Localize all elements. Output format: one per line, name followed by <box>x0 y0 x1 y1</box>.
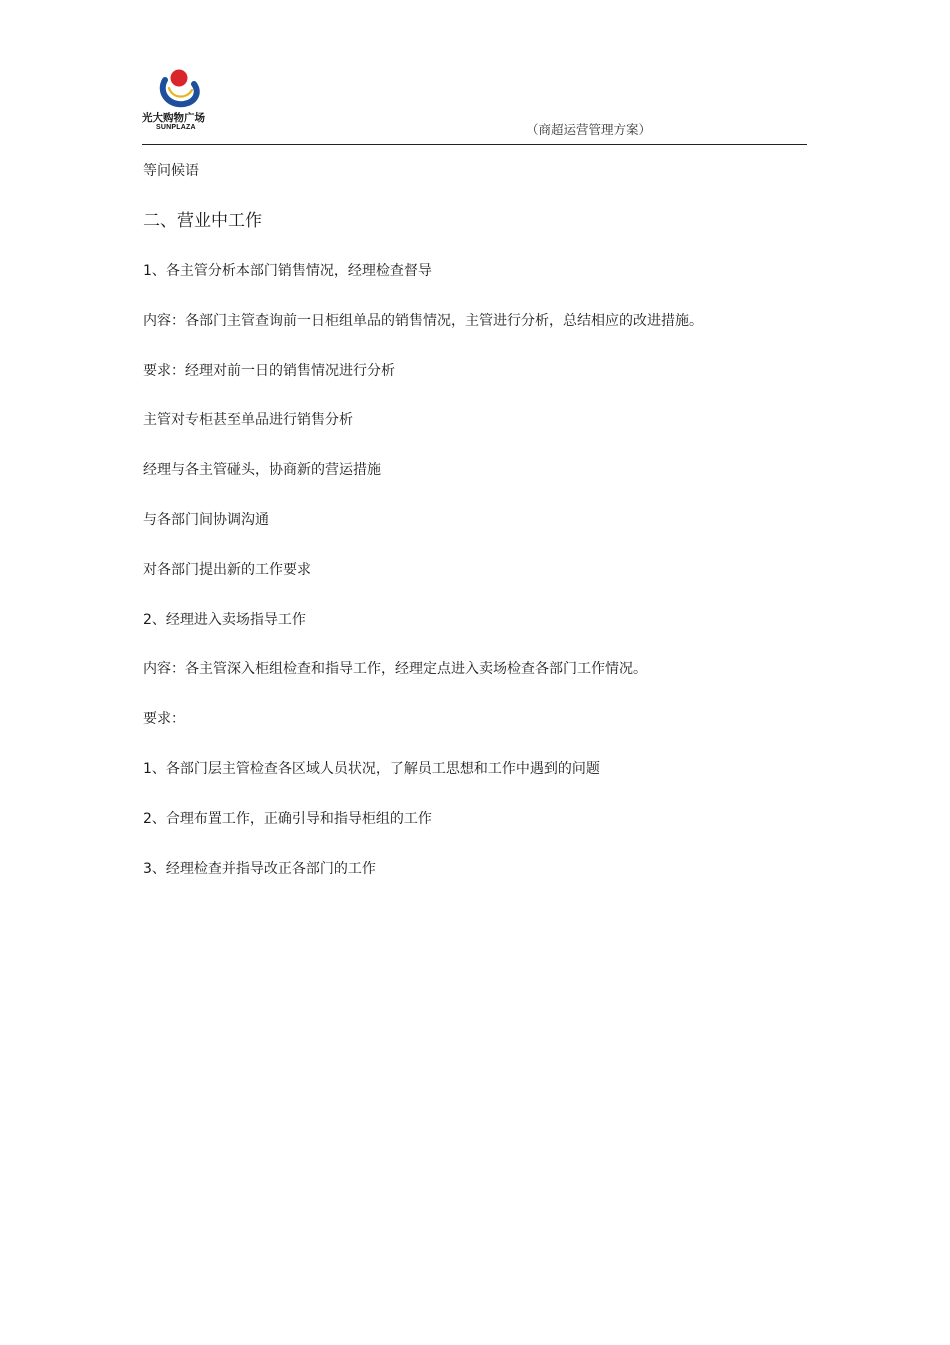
section-title: 二、营业中工作 <box>143 211 262 231</box>
logo-emblem-icon <box>142 68 212 112</box>
item1-requirement-3: 经理与各主管碰头，协商新的营运措施 <box>143 462 381 478</box>
logo-text-cn: 光大购物广场 <box>142 112 205 124</box>
item2-content: 内容：各主管深入柜组检查和指导工作，经理定点进入卖场检查各部门工作情况。 <box>143 661 647 677</box>
item2-requirement-2: 2、合理布置工作，正确引导和指导柜组的工作 <box>143 811 432 827</box>
item1-requirement-2: 主管对专柜甚至单品进行销售分析 <box>143 412 353 428</box>
item2-requirement-1: 1、各部门层主管检查各区域人员状况，了解员工思想和工作中遇到的问题 <box>143 761 600 777</box>
item1-requirement-4: 与各部门间协调沟通 <box>143 512 269 528</box>
item1-title: 1、各主管分析本部门销售情况，经理检查督导 <box>143 263 432 279</box>
intro-text: 等问候语 <box>143 163 199 179</box>
item2-requirement-3: 3、经理检查并指导改正各部门的工作 <box>143 861 376 877</box>
item1-content: 内容：各部门主管查询前一日柜组单品的销售情况，主管进行分析，总结相应的改进措施。 <box>143 313 703 329</box>
item2-requirement-label: 要求： <box>143 711 185 727</box>
document-title: （商超运营管理方案） <box>525 122 651 137</box>
item1-requirement-5: 对各部门提出新的工作要求 <box>143 562 311 578</box>
sunplaza-logo <box>142 68 212 136</box>
item1-requirement: 要求：经理对前一日的销售情况进行分析 <box>143 363 395 379</box>
page-header <box>142 68 807 145</box>
item2-title: 2、经理进入卖场指导工作 <box>143 612 306 628</box>
logo-text-en: SUNPLAZA <box>156 124 196 131</box>
